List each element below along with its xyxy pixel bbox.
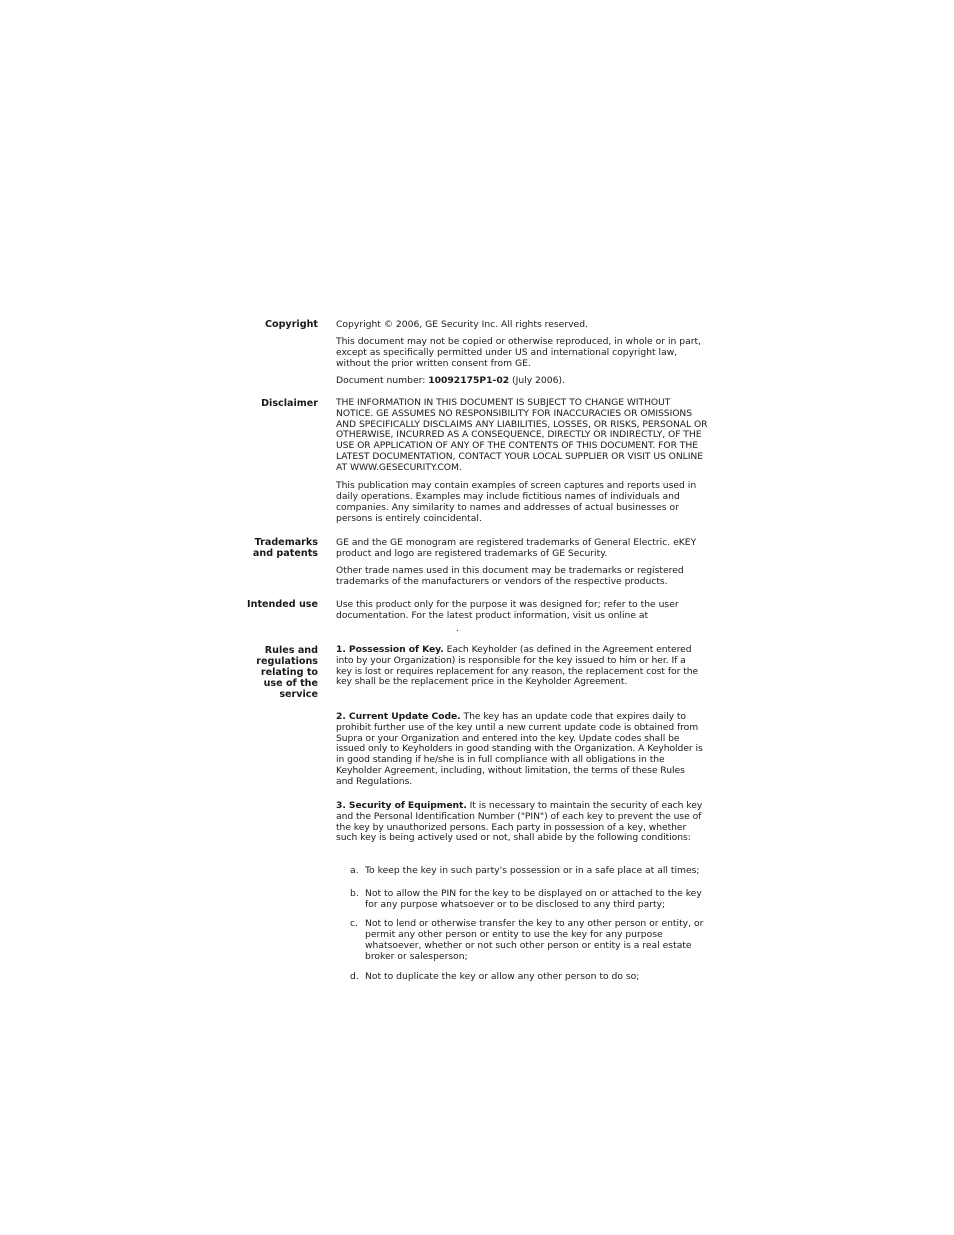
disclaimer-paragraph-2: This publication may contain examples of screen captures and reports used in daily operations. Examples may include fictitious names of individuals and companies. Any similarity to names and addresses of actual businesses or persons is entirely coincidental. bbox=[336, 479, 697, 524]
trademarks-body bbox=[336, 537, 704, 593]
trailing-dot: . bbox=[456, 624, 459, 634]
disclaimer-body bbox=[336, 397, 708, 530]
docnum-suffix: (July 2006). bbox=[509, 375, 565, 386]
document-number bbox=[336, 375, 704, 386]
rules-item-2-title: 2. Current Update Code. bbox=[336, 711, 461, 722]
list-item bbox=[350, 865, 706, 876]
rules-item-3-title: 3. Security of Equipment. bbox=[336, 800, 467, 811]
intended-use-label: Intended use bbox=[247, 599, 318, 610]
conditions-list bbox=[350, 865, 706, 982]
list-item bbox=[350, 971, 706, 982]
disclaimer-label: Disclaimer bbox=[261, 398, 318, 409]
rules-item-1 bbox=[336, 645, 704, 694]
list-marker: a. bbox=[350, 865, 359, 876]
copyright-notice: This document may not be copied or otherwise reproduced, in whole or in part, except as specifically permitted under US and international copyright law, without the prior written consent from GE. bbox=[336, 336, 702, 369]
list-text: Not to lend or otherwise transfer the key to any other person or entity, or permit any other person or entity to use the key for any purpose whatsoever, whether or not such other person or entity is a real estate broker or salesperson; bbox=[365, 918, 704, 962]
copyright-label: Copyright bbox=[264, 319, 318, 330]
rules-item-1-text: Each Keyholder (as defined in the Agreement entered into by your Organization) is responsible for the key issued to him or her. If a key is lost or requires replacement for any reason, the replacement cost for the key shall be the replacement price in the Keyholder Agreement. bbox=[336, 644, 699, 688]
trademarks-paragraph-1: GE and the GE monogram are registered trademarks of General Electric. eKEY product and logo are registered trademarks of GE Security. bbox=[336, 537, 697, 559]
list-marker: b. bbox=[350, 888, 359, 899]
list-text: Not to duplicate the key or allow any other person to do so; bbox=[365, 971, 640, 982]
list-text: Not to allow the PIN for the key to be displayed on or attached to the key for any purpose whatsoever or to be disclosed to any third party; bbox=[365, 888, 702, 910]
disclaimer-paragraph-1: THE INFORMATION IN THIS DOCUMENT IS SUBJECT TO CHANGE WITHOUT NOTICE. GE ASSUMES NO RESPONSIBILITY FOR INACCURACIES OR OMISSIONS AND SPECIFICALLY DISCLAIMS ANY LIABILITIES, LOSSES, OR RISKS, PERSONAL OR OTHERWISE, INCURRED AS A CONSEQUENCE, DIRECTLY OR INDIRECTLY, OF THE USE OR APPLICATION OF ANY OF THE CONTENTS OF THIS DOCUMENT. FOR THE LATEST DOCUMENTATION, CONTACT YOUR LOCAL SUPPLIER OR VISIT US ONLINE AT WWW.GESECURITY.COM. bbox=[336, 397, 708, 473]
trademarks-label: Trademarks and patents bbox=[252, 537, 318, 559]
docnum-prefix: Document number: bbox=[336, 375, 429, 386]
list-marker: d. bbox=[350, 971, 359, 982]
copyright-line: Copyright © 2006, GE Security Inc. All rights reserved. bbox=[336, 319, 588, 330]
list-marker: c. bbox=[350, 918, 358, 929]
rules-item-2-text: The key has an update code that expires daily to prohibit further use of the key until a new current update code is obtained from Supra or your Organization and entered into the key. Update codes shall be issued only to Keyholders in good standing with the Organization. A Keyholder is in good standing if he/she is in full compliance with all obligations in the Keyholder Agreement, including, without limitation, the terms of these Rules and Regulations. bbox=[336, 711, 703, 787]
trademarks-paragraph-2: Other trade names used in this document may be trademarks or registered trademarks of the manufacturers or vendors of the respective products. bbox=[336, 565, 684, 587]
copyright-body bbox=[336, 319, 704, 392]
rules-item-1-title: 1. Possession of Key. bbox=[336, 644, 444, 655]
rules-item-3 bbox=[336, 801, 704, 850]
intended-use-body bbox=[336, 599, 704, 627]
list-item bbox=[350, 918, 706, 962]
docnum-value: 10092175P1-02 bbox=[428, 375, 510, 386]
rules-item-2 bbox=[336, 712, 704, 794]
list-item bbox=[350, 888, 706, 910]
rules-label: Rules and regulations relating to use of the service bbox=[256, 645, 318, 700]
intended-use-paragraph: Use this product only for the purpose it was designed for; refer to the user documentation. For the latest product information, visit us online at bbox=[336, 599, 679, 621]
rules-item-3-text: It is necessary to maintain the security of each key and the Personal Identification Number ("PIN") of each key to prevent the use of the key by unauthorized persons. Each party in possession of a key, whether such key is being actively used or not, shall abide by the following conditions: bbox=[336, 800, 703, 844]
list-text: To keep the key in such party's possession or in a safe place at all times; bbox=[365, 865, 700, 876]
